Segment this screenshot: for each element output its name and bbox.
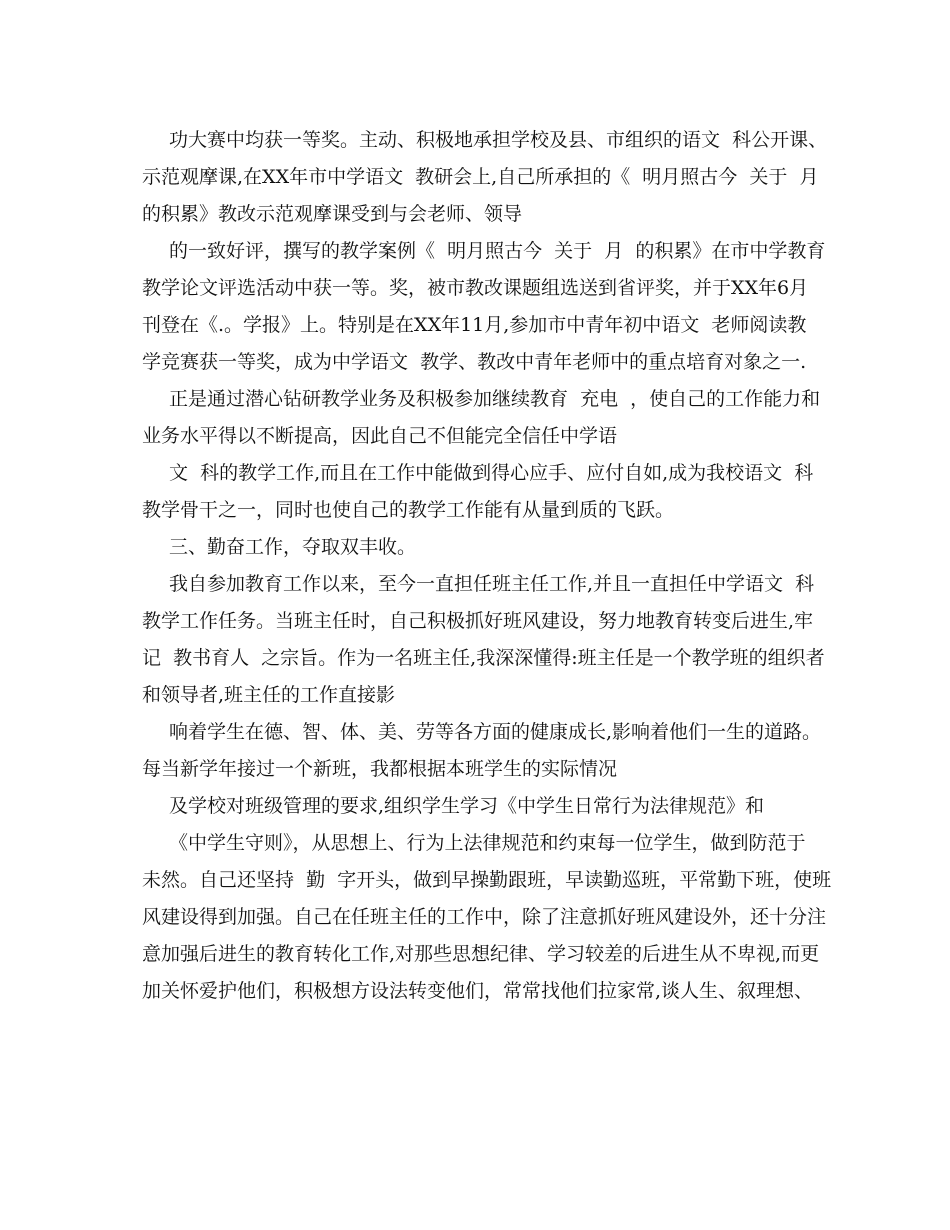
text-line: 功大赛中均获一等奖。主动、积极地承担学校及县、市组织的语文 科公开课、 [169,129,828,151]
text-line: 三、勤奋工作，夺取双丰收。 [169,536,417,558]
text-line: 的一致好评，撰写的教学案例《 明月照古今 关于 月 的积累》在市中学教育 [169,240,826,262]
text-line: 文 科的教学工作,而且在工作中能做到得心应手、应付自如,成为我校语文 科 [169,462,814,484]
text-line: 未然。自己还坚持 勤 字开头，做到早操勤跟班，早读勤巡班，平常勤下班，使班 [142,869,832,891]
text-line: 加关怀爱护他们，积极想方设法转变他们，常常找他们拉家常,谈人生、叙理想、 [142,980,814,1002]
text-line: 风建设得到加强。自己在任班主任的工作中，除了注意抓好班风建设外，还十分注 [142,906,827,928]
text-line: 的积累》教改示范观摩课受到与会老师、领导 [142,203,523,225]
text-line: 每当新学年接过一个新班，我都根据本班学生的实际情况 [142,758,618,780]
text-line: 意加强后进生的教育转化工作,对那些思想纪律、学习较差的后进生从不卑视,而更 [142,943,820,965]
text-line: 教学工作任务。当班主任时，自己积极抓好班风建设，努力地教育转变后进生,牢 [142,610,814,632]
text-line: 及学校对班级管理的要求,组织学生学习《中学生日常行为法律规范》和 [169,795,765,817]
text-line: 教学骨干之一，同时也使自己的教学工作能有从量到质的飞跃。 [142,499,675,521]
text-line: 业务水平得以不断提高，因此自己不但能完全信任中学语 [142,425,618,447]
text-line: 正是通过潜心钻研教学业务及积极参加继续教育 充电 ，使自己的工作能力和 [169,388,821,410]
document-body [142,122,832,1010]
text-line: 记 教书育人 之宗旨。作为一名班主任,我深深懂得:班主任是一个教学班的组织者 [142,647,825,669]
text-line: 我自参加教育工作以来，至今一直担任班主任工作,并且一直担任中学语文 科 [169,573,815,595]
text-line: 教学论文评选活动中获一等。奖，被市教改课题组选送到省评奖，并于XX年6月 [142,277,809,299]
text-line: 刊登在《.。学报》上。特别是在XX年11月,参加市中青年初中语文 老师阅读教 [142,314,807,336]
text-line: 和领导者,班主任的工作直接影 [142,684,396,706]
text-line: 学竞赛获一等奖，成为中学语文 教学、教改中青年老师中的重点培育对象之一. [142,351,807,373]
text-line: 响着学生在德、智、体、美、劳等各方面的健康成长,影响着他们一生的道路。 [169,721,822,743]
text-line: 《中学生守则》，从思想上、行为上法律规范和约束每一位学生，做到防范于 [169,832,806,854]
text-line: 示范观摩课,在XX年市中学语文 教研会上,自己所承担的《 明月照古今 关于 月 [142,166,819,188]
